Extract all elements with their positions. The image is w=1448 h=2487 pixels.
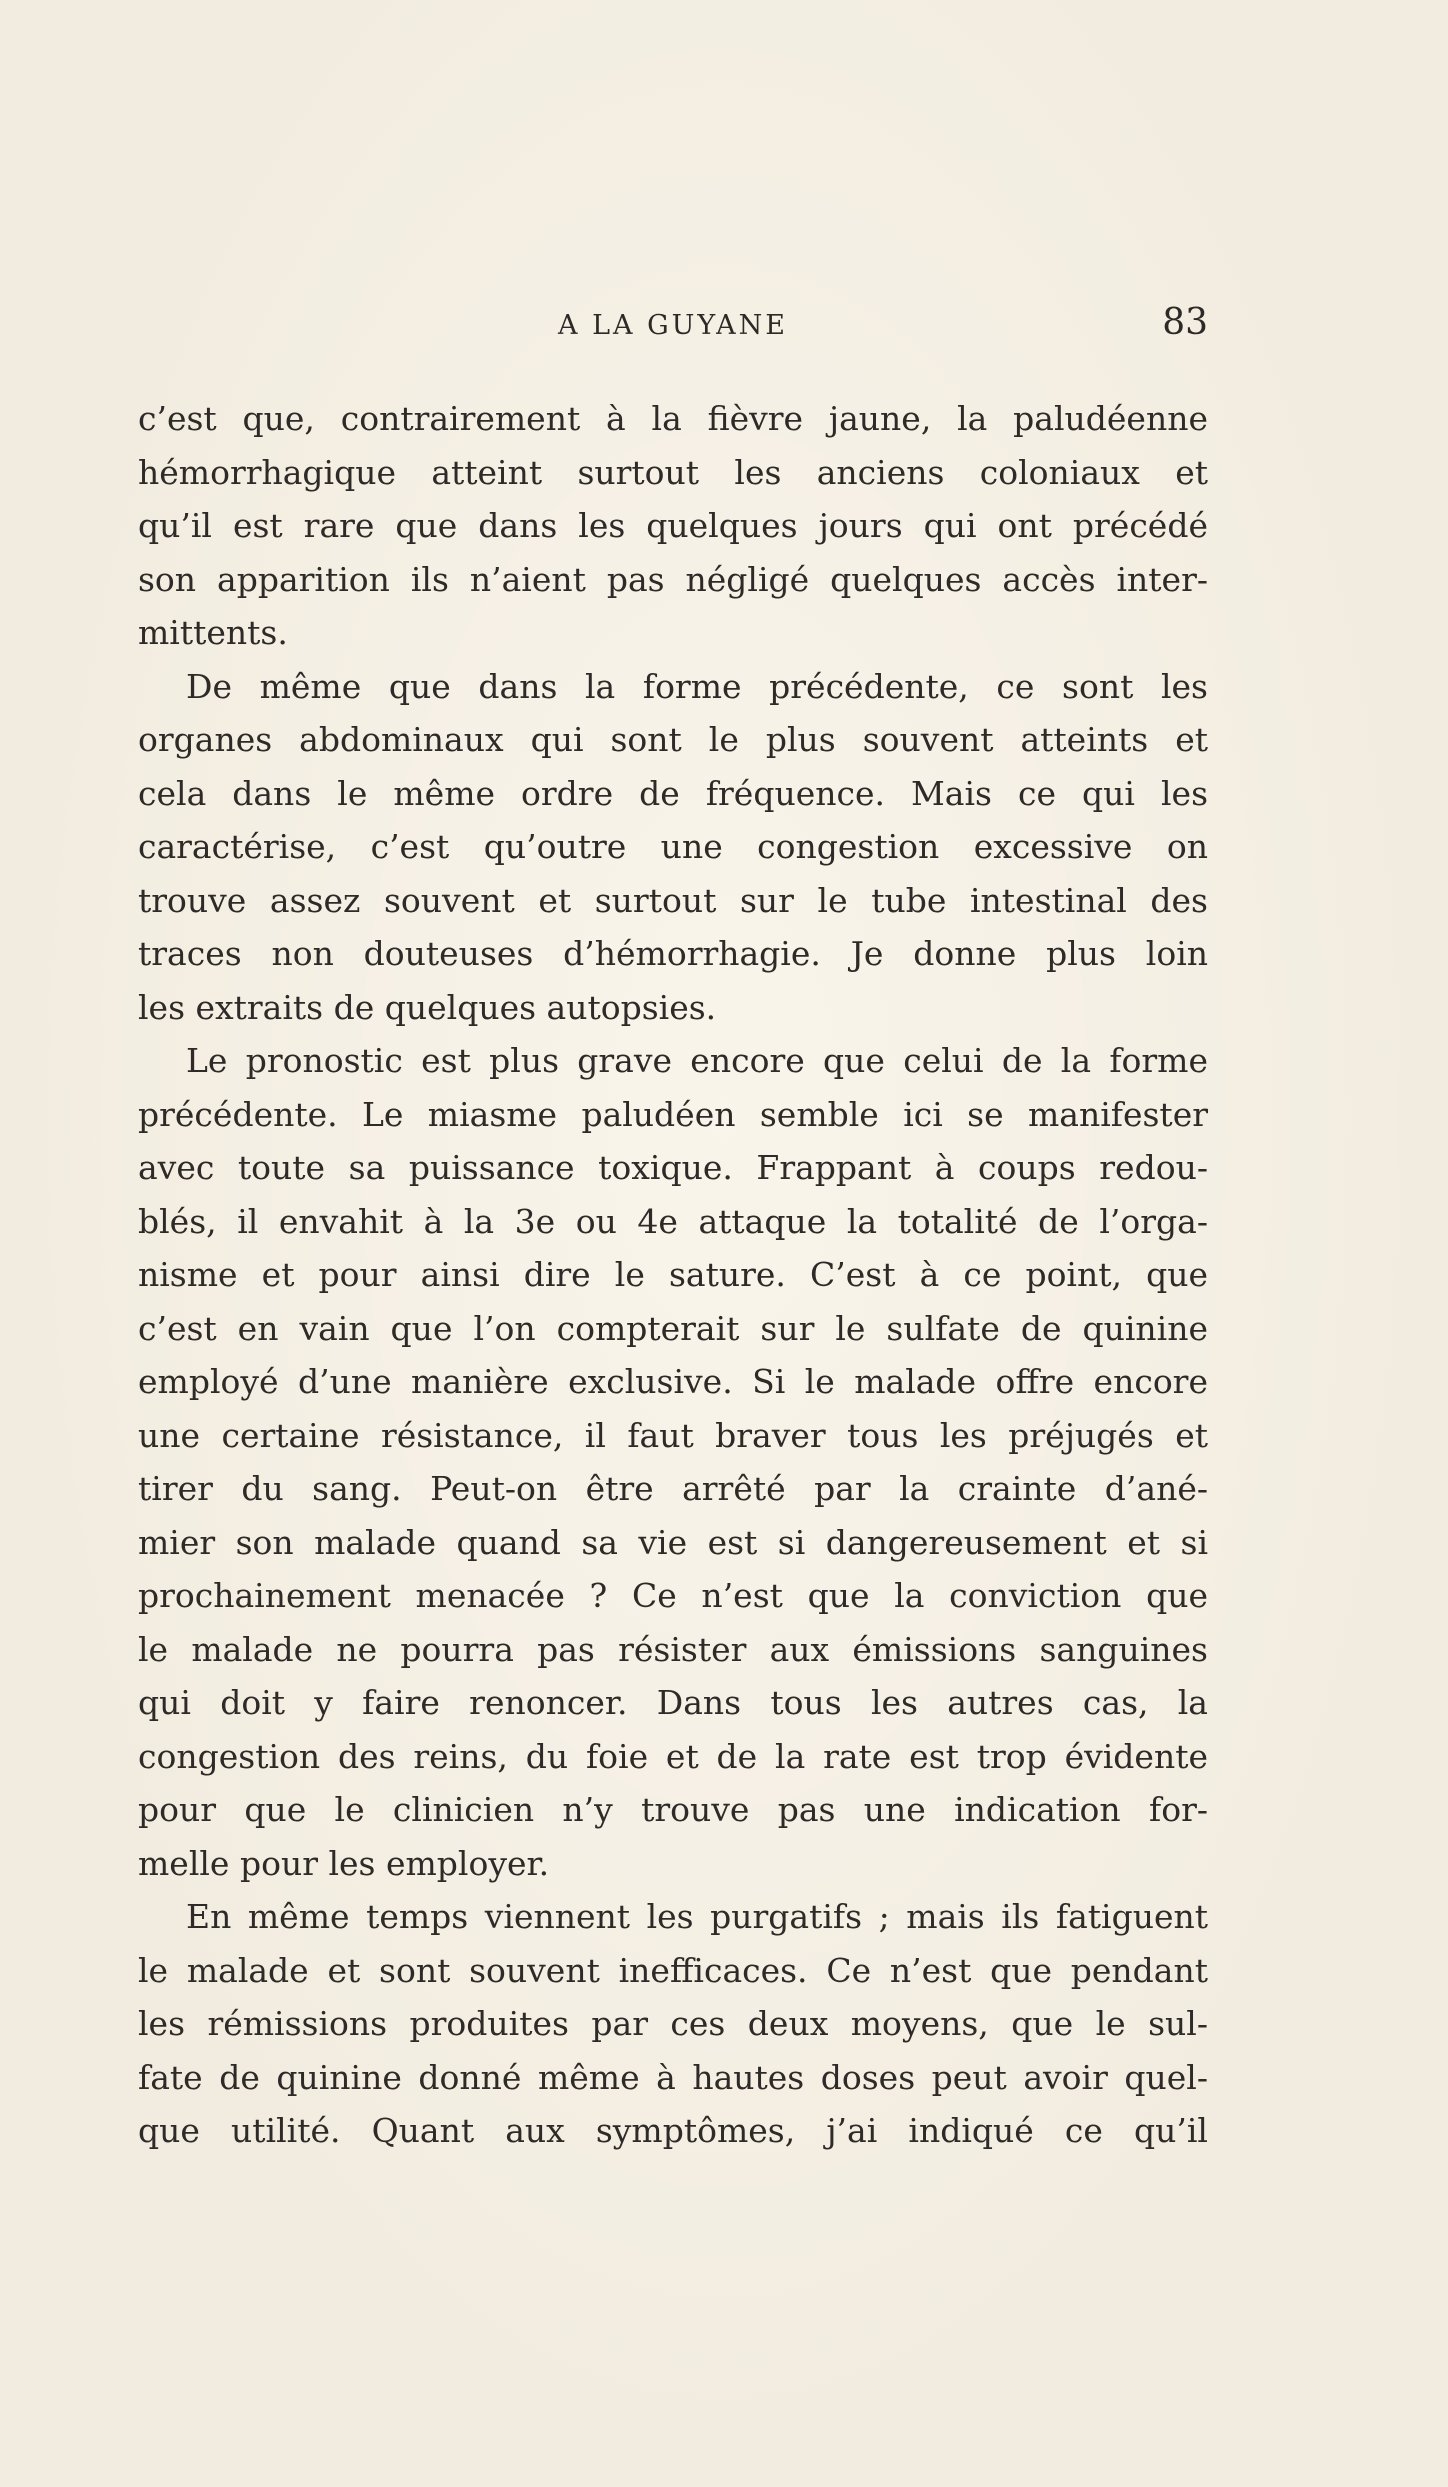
text-line: mittents.	[138, 613, 288, 652]
text-line: trouve assez souvent et surtout sur le tube intestinal des	[138, 880, 1208, 920]
text-line: c’est en vain que l’on compterait sur le sulfate de quinine	[138, 1308, 1208, 1348]
text-line: son apparition ils n’aient pas négligé quelques accès inter-	[138, 559, 1208, 599]
text-line: tirer du sang. Peut-on être arrêté par la crainte d’ané-	[138, 1469, 1208, 1508]
text-line: qui doit y faire renoncer. Dans tous les autres cas, la	[138, 1683, 1208, 1722]
text-line: hémorrhagique atteint surtout les anciens coloniaux et	[138, 452, 1208, 492]
page-number: 83	[1162, 302, 1208, 343]
text-line: c’est que, contrairement à la fièvre jaune, la paludéenne	[138, 399, 1208, 438]
text-line: En même temps viennent les purgatifs ; mais ils fatiguent	[186, 1897, 1208, 1936]
text-line: précédente. Le miasme paludéen semble ici se manifester	[138, 1094, 1208, 1134]
text-line: De même que dans la forme précédente, ce sont les	[186, 666, 1208, 706]
text-line: melle pour les employer.	[138, 1843, 550, 1883]
text-line: caractérise, c’est qu’outre une congestion excessive on	[138, 827, 1208, 866]
text-line: que utilité. Quant aux symptômes, j’ai indiqué ce qu’il	[138, 2111, 1208, 2150]
text-line: traces non douteuses d’hémorrhagie. Je donne plus loin	[138, 934, 1208, 973]
text-line: blés, il envahit à la 3e ou 4e attaque la totalité de l’orga-	[138, 1201, 1208, 1241]
text-line: le malade et sont souvent inefficaces. Ce n’est que pendant	[138, 1950, 1208, 1990]
text-line: fate de quinine donné même à hautes doses peut avoir quel-	[138, 2057, 1208, 2097]
text-line: les rémissions produites par ces deux moyens, que le sul-	[138, 2004, 1208, 2043]
text-line: congestion des reins, du foie et de la rate est trop évidente	[138, 1736, 1208, 1776]
text-line: le malade ne pourra pas résister aux émissions sanguines	[138, 1629, 1208, 1669]
text-line: Le pronostic est plus grave encore que celui de la forme	[186, 1041, 1208, 1080]
text-line: organes abdominaux qui sont le plus souvent atteints et	[138, 720, 1208, 759]
text-line: employé d’une manière exclusive. Si le malade offre encore	[138, 1362, 1208, 1401]
body-text	[138, 392, 1208, 2158]
running-title: A LA GUYANE	[558, 310, 788, 341]
page-header	[138, 302, 1208, 352]
text-line: mier son malade quand sa vie est si dangereusement et si	[138, 1522, 1208, 1562]
text-line: nisme et pour ainsi dire le sature. C’est à ce point, que	[138, 1255, 1208, 1294]
text-line: avec toute sa puissance toxique. Frappant à coups redou-	[138, 1148, 1208, 1187]
text-line: pour que le clinicien n’y trouve pas une indication for-	[138, 1790, 1208, 1829]
text-line: une certaine résistance, il faut braver tous les préjugés et	[138, 1415, 1208, 1455]
text-line: prochainement menacée ? Ce n’est que la conviction que	[138, 1576, 1208, 1615]
text-line: cela dans le même ordre de fréquence. Mais ce qui les	[138, 773, 1208, 813]
text-line: qu’il est rare que dans les quelques jours qui ont précédé	[138, 506, 1208, 545]
text-line: les extraits de quelques autopsies.	[138, 987, 717, 1027]
